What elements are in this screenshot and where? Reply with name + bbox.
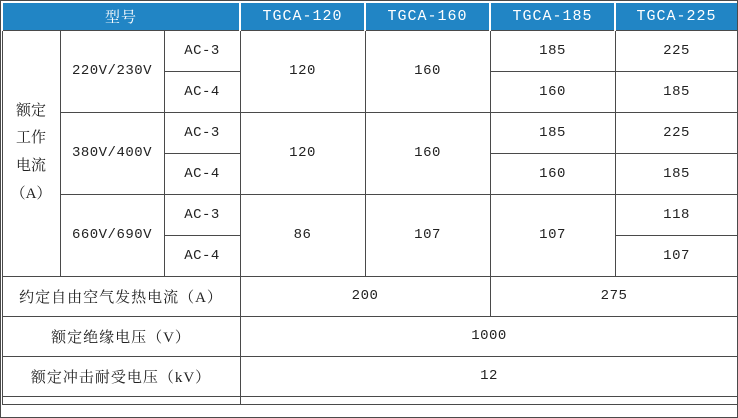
tgca-spec-table: [1, 1, 738, 405]
value-220v-ac3-tgca225: 225: [615, 30, 738, 71]
free-air-thermal-current-value-right: 275: [490, 276, 738, 316]
value-380v-tgca120: 120: [240, 112, 365, 194]
value-660v-ac4-tgca225: 107: [615, 235, 738, 276]
value-220v-tgca160: 160: [365, 30, 490, 112]
value-380v-tgca160: 160: [365, 112, 490, 194]
value-220v-ac4-tgca185: 160: [490, 71, 615, 112]
category-cell-660v-ac3: AC-3: [164, 194, 240, 235]
row-rated-impulse-voltage: [2, 356, 738, 396]
category-cell-220v-ac4: AC-4: [164, 71, 240, 112]
rated-current-label: [2, 30, 60, 276]
value-220v-tgca120: 120: [240, 30, 365, 112]
value-380v-ac4-tgca185: 160: [490, 153, 615, 194]
header-cell-tgca-185: TGCA-185: [490, 2, 615, 30]
free-air-thermal-current-value-left: 200: [240, 276, 490, 316]
rated-insulation-voltage-label: 额定绝缘电压（V）: [2, 316, 240, 356]
value-220v-ac4-tgca225: 185: [615, 71, 738, 112]
row-rated-insulation-voltage: [2, 316, 738, 356]
rated-current-label-line2: 工作: [15, 130, 46, 147]
category-cell-220v-ac3: AC-3: [164, 30, 240, 71]
value-660v-tgca185: 107: [490, 194, 615, 276]
header-row: [2, 2, 738, 30]
row-partial-cutoff: [2, 396, 738, 404]
category-cell-380v-ac4: AC-4: [164, 153, 240, 194]
rated-current-label-line4: （A）: [10, 185, 52, 202]
value-380v-ac4-tgca225: 185: [615, 153, 738, 194]
value-220v-ac3-tgca185: 185: [490, 30, 615, 71]
voltage-cell-380v: 380V/400V: [60, 112, 164, 194]
voltage-cell-220v: 220V/230V: [60, 30, 164, 112]
value-380v-ac3-tgca225: 225: [615, 112, 738, 153]
header-cell-tgca-160: TGCA-160: [365, 2, 490, 30]
header-cell-model: 型号: [2, 2, 240, 30]
category-cell-380v-ac3: AC-3: [164, 112, 240, 153]
rated-current-label-line1: 额定: [15, 102, 46, 119]
value-380v-ac3-tgca185: 185: [490, 112, 615, 153]
partial-cell-value: [240, 396, 738, 404]
header-cell-tgca-225: TGCA-225: [615, 2, 738, 30]
row-220v-ac3: [2, 30, 738, 71]
partial-cell-label: [2, 396, 240, 404]
header-cell-tgca-120: TGCA-120: [240, 2, 365, 30]
value-660v-ac3-tgca225: 118: [615, 194, 738, 235]
value-660v-tgca160: 107: [365, 194, 490, 276]
voltage-cell-660v: 660V/690V: [60, 194, 164, 276]
value-660v-tgca120: 86: [240, 194, 365, 276]
free-air-thermal-current-label: 约定自由空气发热电流（A）: [2, 276, 240, 316]
rated-insulation-voltage-value: 1000: [240, 316, 738, 356]
row-380v-ac3: [2, 112, 738, 153]
row-free-air-thermal-current: [2, 276, 738, 316]
category-cell-660v-ac4: AC-4: [164, 235, 240, 276]
rated-impulse-voltage-label: 额定冲击耐受电压（kV）: [2, 356, 240, 396]
rated-current-label-line3: 电流: [15, 158, 46, 174]
rated-impulse-voltage-value: 12: [240, 356, 738, 396]
row-660v-ac3: [2, 194, 738, 235]
